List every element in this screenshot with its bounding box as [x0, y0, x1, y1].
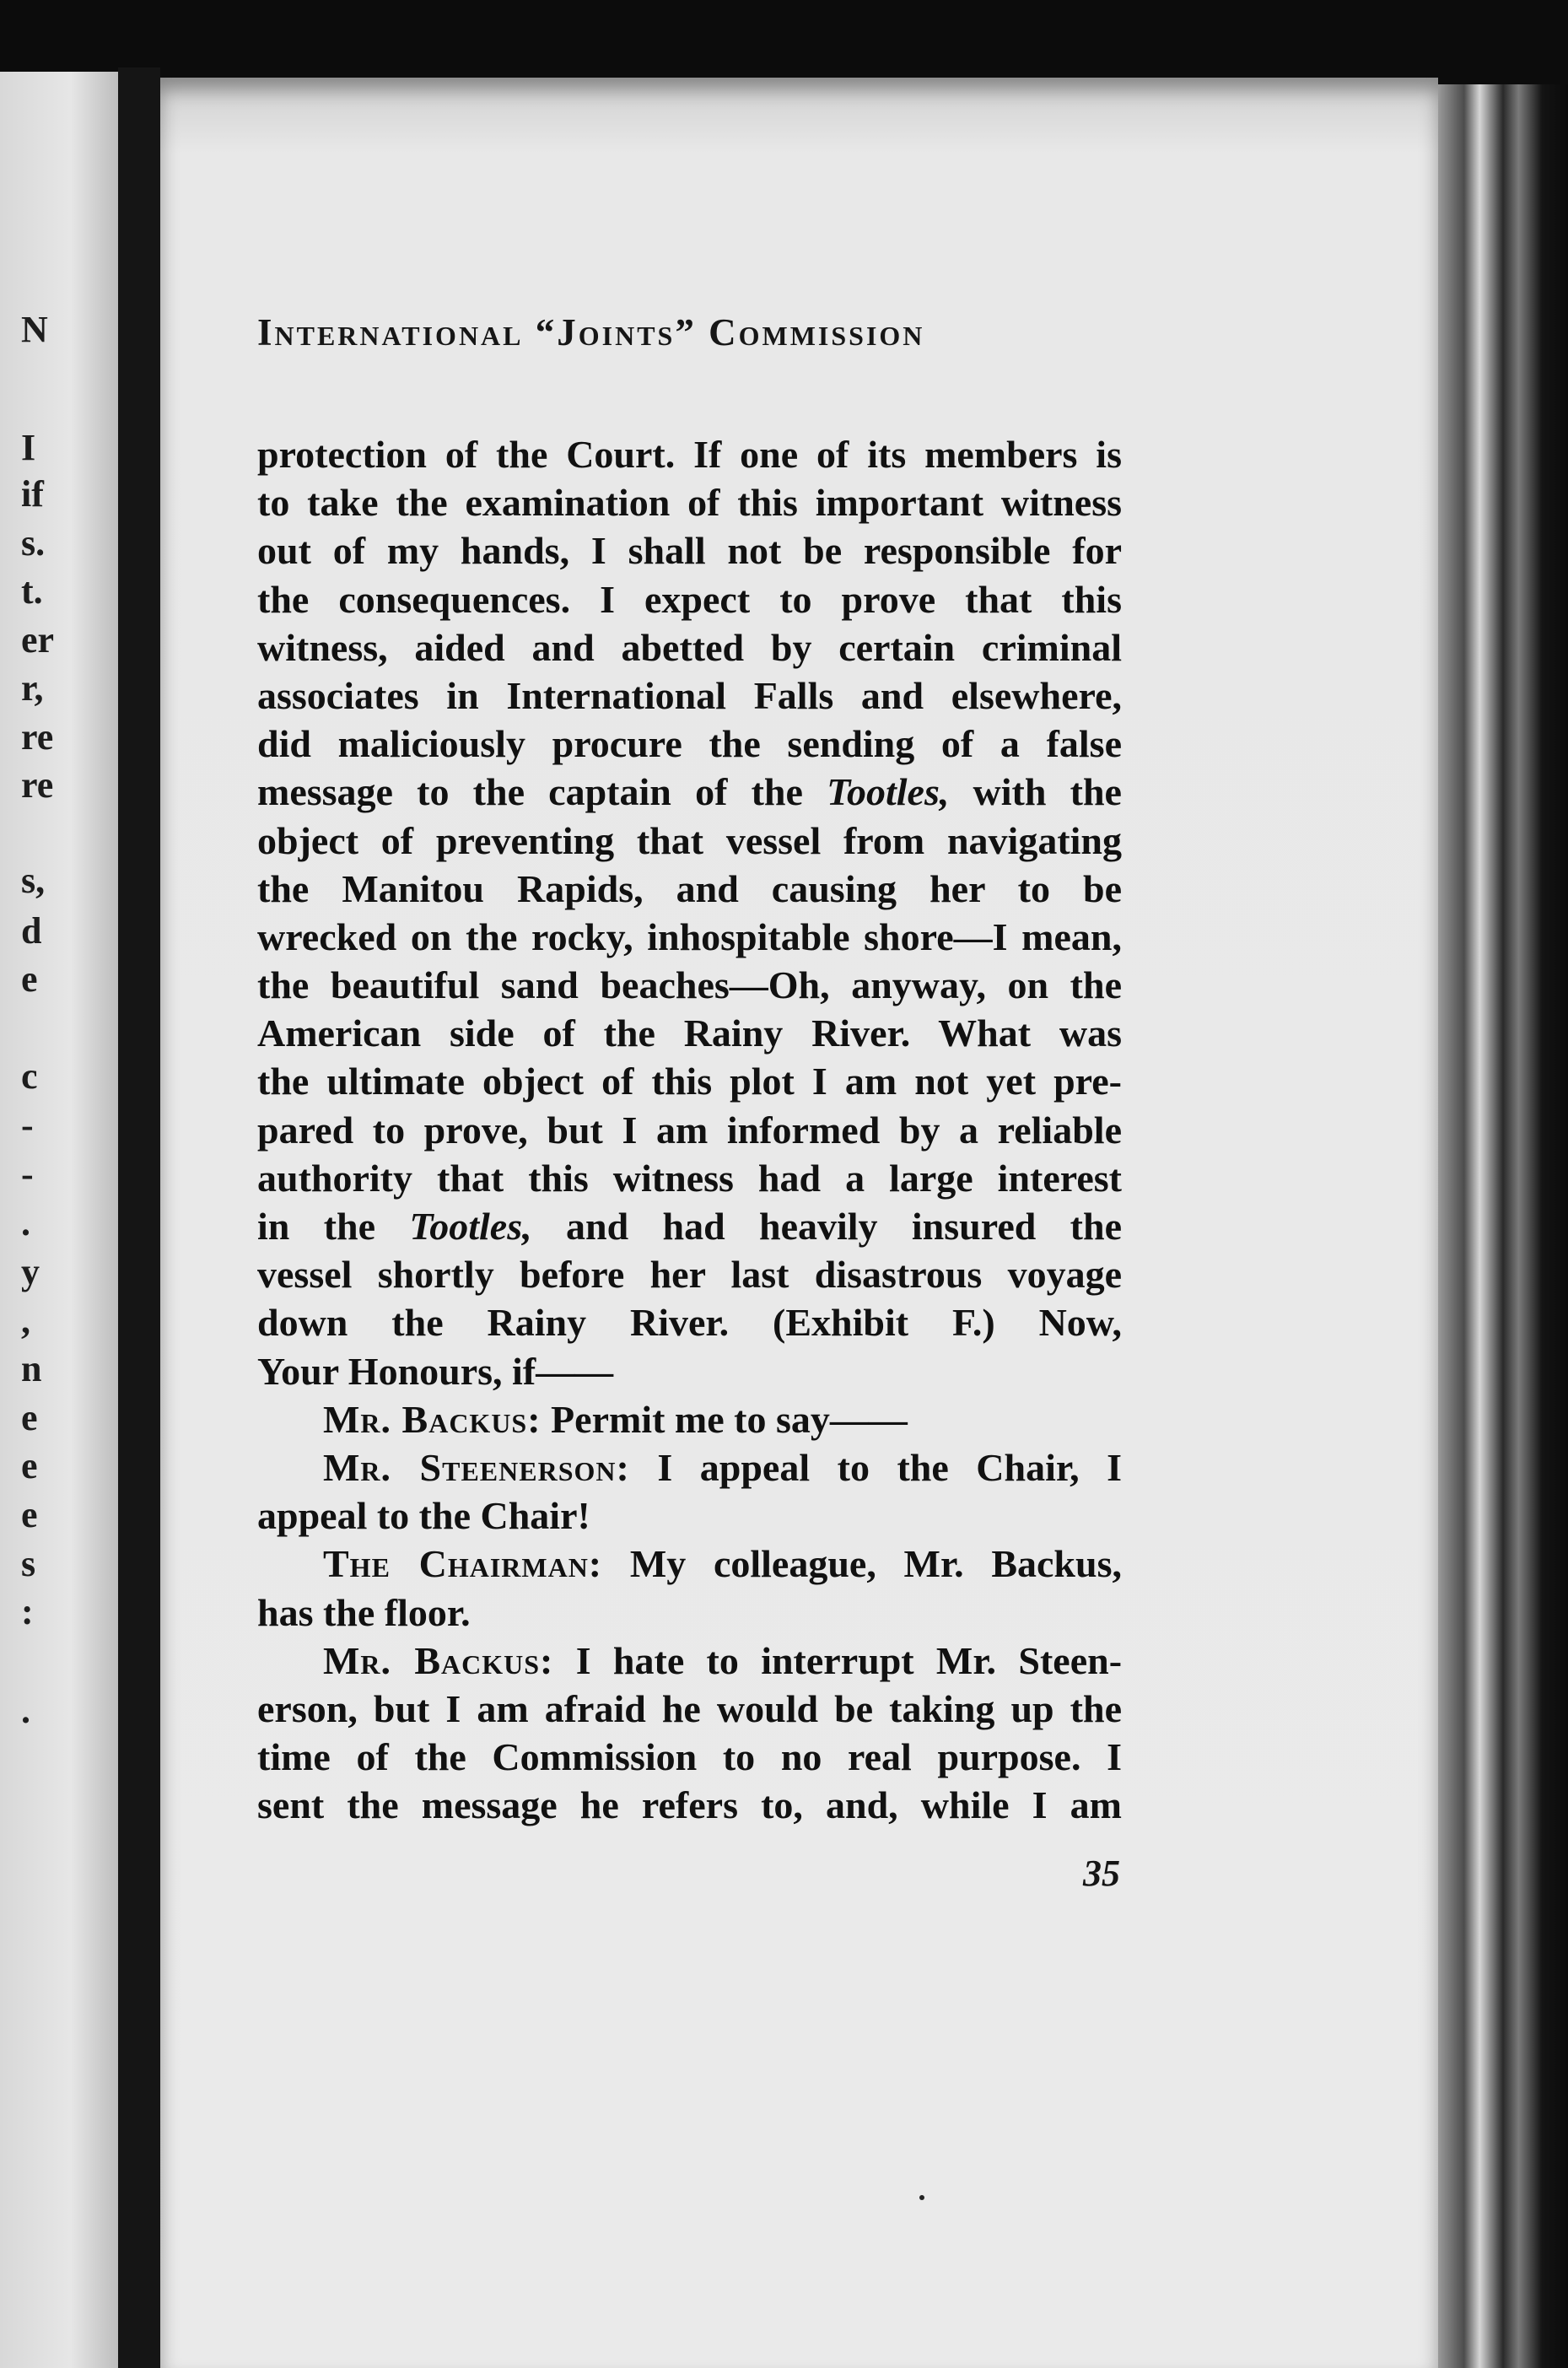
- left-page-fragment: s,: [21, 860, 46, 901]
- text-line: [257, 1106, 1122, 1154]
- line-text: wrecked on the rocky, inhospitable shore—I mean,: [257, 914, 1122, 958]
- line-text: the consequences. I expect to prove that this: [257, 577, 1122, 621]
- text-line: [257, 478, 1122, 526]
- text-line: [257, 575, 1122, 623]
- left-facing-page: [0, 72, 118, 2368]
- line-text: and had heavily insured the: [531, 1205, 1122, 1248]
- left-page-fragment: :: [21, 1591, 34, 1632]
- ship-name: Tootles,: [827, 770, 950, 814]
- line-text: I hate to interrupt Mr. Steen-: [553, 1638, 1123, 1682]
- left-page-fragment: e: [21, 1397, 38, 1438]
- left-page-fragment: ,: [21, 1300, 30, 1341]
- ship-name: Tootles,: [409, 1205, 532, 1248]
- text-line: [257, 720, 1122, 768]
- left-page-fragment: y: [21, 1251, 40, 1292]
- line-text: I appeal to the Chair, I: [629, 1445, 1122, 1489]
- running-head: International “Joints” Commission: [257, 311, 925, 353]
- line-text: vessel shortly before her last disastrous voyage: [257, 1253, 1122, 1297]
- line-text: with the: [949, 770, 1122, 814]
- left-page-fragment: N: [21, 309, 48, 350]
- left-page-fragment: re: [21, 764, 54, 806]
- line-text: witness, aided and abetted by certain criminal: [257, 625, 1122, 669]
- speaker-name: The Chairman:: [323, 1542, 603, 1586]
- text-line: [257, 1347, 1122, 1395]
- left-page-fragment: er: [21, 619, 55, 661]
- left-page-fragment: e: [21, 1494, 38, 1535]
- text-line: [257, 865, 1122, 913]
- left-page-fragment: t.: [21, 570, 43, 612]
- left-page-fragment: d: [21, 910, 42, 952]
- line-text: Your Honours, if——: [257, 1349, 614, 1393]
- text-line: [257, 1443, 1122, 1491]
- left-page-fragment: n: [21, 1348, 42, 1389]
- line-text: did maliciously procure the sending of a false: [257, 722, 1122, 766]
- text-line: [257, 817, 1122, 865]
- text-line: [257, 768, 1122, 816]
- line-text: appeal to the Chair!: [257, 1494, 590, 1538]
- left-page-fragment: re: [21, 716, 54, 758]
- line-text: authority that this witness had a large interest: [257, 1156, 1122, 1200]
- speaker-name: Mr. Backus:: [323, 1638, 554, 1682]
- line-text: down the Rainy River. (Exhibit F.) Now,: [257, 1301, 1122, 1345]
- text-line: [257, 1202, 1122, 1250]
- line-text: sent the message he refers to, and, while I am: [257, 1783, 1122, 1827]
- left-page-fragment: e: [21, 958, 38, 1000]
- text-line: [257, 1154, 1122, 1202]
- left-page-fragment: .: [21, 1202, 30, 1243]
- line-text: American side of the Rainy River. What was: [257, 1011, 1122, 1055]
- text-line: [257, 1298, 1122, 1346]
- text-line: [257, 1733, 1122, 1781]
- page-number: 35: [1083, 1853, 1120, 1894]
- text-line: [257, 1009, 1122, 1057]
- left-page-fragment: c: [21, 1055, 38, 1097]
- text-line: [257, 526, 1122, 574]
- line-text: Permit me to say——: [541, 1397, 908, 1441]
- left-page-fragment: s.: [21, 522, 46, 564]
- text-line: [257, 623, 1122, 672]
- speaker-name: Mr. Steenerson:: [323, 1445, 630, 1489]
- line-text: associates in International Falls and elsewhere,: [257, 673, 1122, 717]
- text-line: [257, 1589, 1122, 1637]
- text-line: [257, 1491, 1122, 1540]
- left-page-fragment: -: [21, 1153, 34, 1195]
- line-text: protection of the Court. If one of its members is: [257, 433, 1122, 476]
- line-text: has the floor.: [257, 1590, 471, 1634]
- text-line: [257, 1685, 1122, 1733]
- left-page-text-fragments: [0, 72, 118, 2368]
- text-line: [257, 913, 1122, 961]
- text-line: [257, 672, 1122, 720]
- text-line: [257, 1395, 1122, 1443]
- left-page-fragment: .: [21, 1690, 30, 1731]
- text-line: [257, 1250, 1122, 1298]
- line-text: pared to prove, but I am informed by a reliable: [257, 1108, 1122, 1152]
- text-line: [257, 430, 1122, 478]
- page-edge-stack: [1438, 84, 1568, 2368]
- line-text: the beautiful sand beaches—Oh, anyway, on the: [257, 963, 1122, 1007]
- paper-speck: [919, 2195, 924, 2200]
- text-line: [257, 961, 1122, 1009]
- line-text: in the: [257, 1205, 410, 1248]
- text-line: [257, 1540, 1122, 1588]
- left-page-fragment: s: [21, 1543, 36, 1584]
- book-gutter: [118, 67, 160, 2368]
- line-text: the ultimate object of this plot I am not yet pre-: [257, 1060, 1122, 1103]
- text-line: [257, 1057, 1122, 1105]
- line-text: erson, but I am afraid he would be taking up the: [257, 1686, 1122, 1730]
- left-page-fragment: e: [21, 1445, 38, 1486]
- text-line: [257, 1637, 1122, 1685]
- line-text: time of the Commission to no real purpose. I: [257, 1735, 1122, 1779]
- line-text: object of preventing that vessel from navigating: [257, 818, 1122, 862]
- left-page-fragment: r,: [21, 667, 44, 709]
- body-text: [257, 430, 1122, 1829]
- text-line: [257, 1781, 1122, 1829]
- left-page-fragment: -: [21, 1104, 34, 1146]
- line-text: the Manitou Rapids, and causing her to be: [257, 866, 1122, 910]
- left-page-fragment: I: [21, 427, 36, 468]
- line-text: out of my hands, I shall not be responsible for: [257, 529, 1122, 573]
- speaker-name: Mr. Backus:: [323, 1397, 542, 1441]
- left-page-fragment: if: [21, 473, 44, 515]
- line-text: message to the captain of the: [257, 770, 827, 814]
- line-text: to take the examination of this important witness: [257, 481, 1122, 525]
- line-text: My colleague, Mr. Backus,: [602, 1542, 1122, 1586]
